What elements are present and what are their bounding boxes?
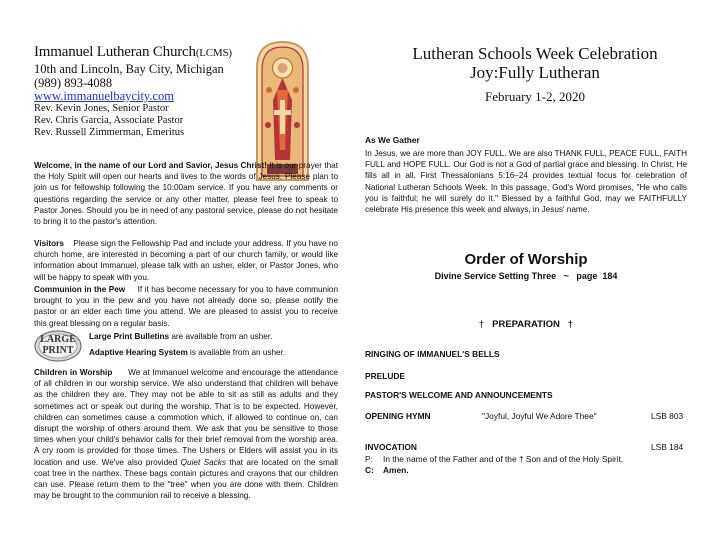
gather-text: In Jesus, we are more than JOY FULL. We are also THANK FULL, PEACE FULL, FAITH FULL and HOPE FULL. Our God is not a God of partial grace and blessing. In Christ, He fills all in all. First Thessalonians 5:16–24 provides textual focus for celebration of National Lutheran Schools Week. In this passage, God's Word promises, "He who calls you is faithful; he will surely do it." Blessed by a faithful God, may we FAITHFULLY celebrate His presence this week and always, in Jesus' name. (365, 149, 687, 215)
church-phone: (989) 893-4088 (34, 76, 113, 90)
children-paragraph (34, 367, 338, 501)
children-text-2: that are located on the small coat tree in the narthex. These bags contain pictures and crayons that our children can use. Please return them to the "tree" when you are done with them. Children may be brought to the communion rail to receive a blessing. (34, 457, 338, 501)
opening-hymn-label: OPENING HYMN (365, 411, 431, 421)
pastor-associate: Rev. Chris Garcia, Associate Pastor (34, 115, 184, 126)
large-print-badge-line2: PRINT (42, 345, 74, 356)
church-suffix: (LCMS) (195, 47, 232, 59)
church-address: 10th and Lincoln, Bay City, Michigan (34, 62, 224, 76)
gather-title: As We Gather (365, 135, 420, 145)
large-print-icon (34, 330, 82, 362)
order-of-worship-title: Order of Worship (464, 251, 588, 268)
bells-heading: RINGING OF IMMANUEL'S BELLS (365, 349, 500, 359)
opening-hymn-title: "Joyful, Joyful We Adore Thee" (482, 411, 597, 421)
hearing-text: is available from an usher. (190, 348, 286, 357)
large-print-title: Large Print Bulletins (89, 332, 170, 341)
service-date: February 1-2, 2020 (484, 89, 585, 104)
order-of-worship-subtitle: Divine Service Setting Three ~ page 184 (434, 271, 618, 281)
preparation-heading: † PREPARATION † (478, 319, 574, 330)
visitors-title: Visitors (34, 239, 64, 248)
visitors-text: Please sign the Fellowship Pad and include your address. If you have no church home, are interested in becoming a part of our church family, or would like information about Immanuel, please talk with an usher, elder, or Pastor Jones, who will be happy to speak with you. (34, 239, 338, 282)
pastor-label: P: (365, 454, 373, 464)
pastor-line: In the name of the Father and of the † Son and of the Holy Spirit. (383, 454, 624, 464)
congregation-line: Amen. (383, 465, 409, 475)
church-name-text: Immanuel Lutheran Church (34, 44, 196, 60)
opening-hymn-ref: LSB 803 (651, 411, 684, 421)
communion-title: Communion in the Pew (34, 285, 126, 294)
visitors-paragraph (34, 238, 338, 283)
children-text-1: We at Immanuel welcome and encourage the attendance of all children in our worship service. We also understand that children will behave as the children they are. They may not be able to sit as still as adults and they sometimes act or speak out during the worship. That is to be expected. However, children can sometimes cause a commotion which, if allowed to continue on, can disrupt the worship of others around them. We ask that you be sensitive to those times when your child's behavior calls for their brief removal from the worship area. A cry room is provided for those times. The Ushers or Elders will assist you in its location and use. We've also provided (34, 368, 338, 467)
pastors-welcome-heading: PASTOR'S WELCOME AND ANNOUNCEMENTS (365, 390, 553, 400)
children-title: Children in Worship (34, 368, 113, 377)
celebration-title: Lutheran Schools Week Celebration (412, 44, 658, 63)
church-name (34, 44, 232, 61)
pastor-senior: Rev. Kevin Jones, Senior Pastor (34, 103, 169, 114)
pastor-emeritus: Rev. Russell Zimmerman, Emeritus (34, 127, 185, 138)
invocation-label: INVOCATION (365, 442, 417, 452)
prelude-heading: PRELUDE (365, 371, 406, 381)
congregation-label: C: (365, 465, 374, 475)
hearing-line (89, 347, 339, 358)
church-website-link[interactable]: www.immanuelbaycity.com (34, 89, 175, 103)
celebration-subtitle: Joy:Fully Lutheran (470, 63, 600, 82)
welcome-paragraph (34, 160, 338, 227)
communion-text: If it has become necessary for you to have communion brought to you in the pew and you have not already done so, please notify the pastor or an elder each time you attend. We are pleased to assist you to receive this great blessing on a regular basis. (34, 285, 339, 328)
large-print-badge-line1: LARGE (40, 334, 76, 345)
large-print-text: are available from an usher. (171, 332, 273, 341)
children-italic: Quiet Sacks (180, 457, 226, 467)
welcome-title: Welcome, in the name of our Lord and Savior, Jesus Christ! (34, 161, 267, 170)
welcome-text: It is our prayer that the Holy Spirit will open our hearts and lives to the words of Jesus. Please plan to join us for fellowship following the 10:00am service. If you have any comments or questions regarding the service or any other matter, please feel free to speak to Pastor Jones. Should you be in need of any pastoral service, please do not hesitate to bring it to the pastor's attention. (34, 161, 338, 227)
large-print-line (89, 331, 339, 342)
hearing-title: Adaptive Hearing System (89, 348, 188, 357)
communion-paragraph (34, 284, 338, 329)
invocation-ref: LSB 184 (651, 442, 684, 452)
